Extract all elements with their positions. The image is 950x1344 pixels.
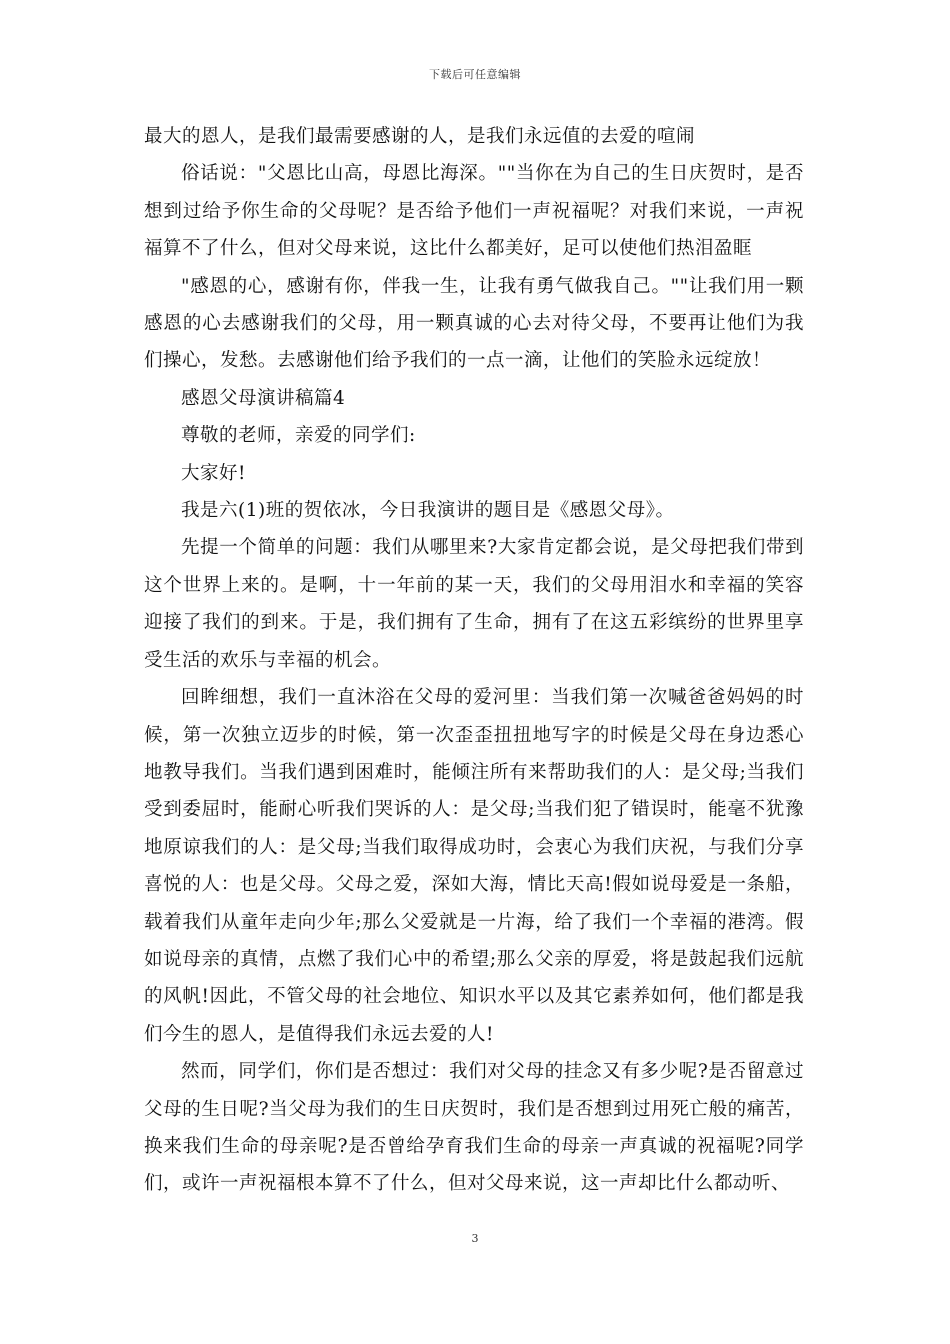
salutation: 尊敬的老师，亲爱的同学们:	[181, 425, 416, 447]
paragraph: 回眸细想，我们一直沐浴在父母的爱河里：当我们第一次喊爸爸妈妈的时候，第一次独立迈步的时候，第一次歪歪扭扭地写字的时候是父母在身边悉心地教导我们。当我们遇到困难时，能倾注所有来帮助我们的人：是父母;当我们受到委屈时，能耐心听我们哭诉的人：是父母;当我们犯了错误时，能毫不犹豫地原谅我们的人：是父母;当我们取得成功时，会衷心为我们庆祝，与我们分享喜悦的人：也是父母。父母之爱，深如大海，情比天高!假如说母爱是一条船，载着我们从童年走向少年;那么父爱就是一片海，给了我们一个幸福的港湾。假如说母亲的真情，点燃了我们心中的希望;那么父亲的厚爱，将是鼓起我们远航的风帆!因此，不管父母的社会地位、知识水平以及其它素养如何，他们都是我们今生的恩人，是值得我们永远去爱的人!	[144, 687, 804, 1045]
paragraph: 最大的恩人，是我们最需要感谢的人，是我们永远值的去爱的喧闹	[144, 126, 696, 147]
document-body	[144, 118, 804, 1203]
paragraph: 先提一个简单的问题：我们从哪里来?大家肯定都会说，是父母把我们带到这个世界上来的。是啊，十一年前的某一天，我们的父母用泪水和幸福的笑容迎接了我们的到来。于是，我们拥有了生命，拥有了在这五彩缤纷的世界里享受生活的欢乐与幸福的机会。	[144, 537, 804, 671]
paragraph: 我是六(1)班的贺依冰，今日我演讲的题目是《感恩父母》。	[181, 500, 675, 522]
section-heading: 感恩父母演讲稿篇4	[181, 387, 346, 409]
greeting: 大家好!	[181, 462, 246, 484]
paragraph: 然而，同学们，你们是否想过：我们对父母的挂念又有多少呢?是否留意过父母的生日呢?当父母为我们的生日庆贺时，我们是否想到过用死亡般的痛苦，换来我们生命的母亲呢?是否曾给孕育我们生命的母亲一声真诚的祝福呢?同学们，或许一声祝福根本算不了什么，但对父母来说，这一声却比什么都动听、	[144, 1061, 804, 1195]
paragraph: "感恩的心，感谢有你，伴我一生，让我有勇气做我自己。""让我们用一颗感恩的心去感谢我们的父母，用一颗真诚的心去对待父母，不要再让他们为我们操心，发愁。去感谢他们给予我们的一点一滴，让他们的笑脸永远绽放！	[144, 275, 804, 372]
page-header: 下载后可任意编辑	[429, 68, 521, 81]
paragraph: 俗话说："父恩比山高，母恩比海深。""当你在为自己的生日庆贺时，是否想到过给予你生命的父母呢？是否给予他们一声祝福呢？对我们来说，一声祝福算不了什么，但对父母来说，这比什么都美好，足可以使他们热泪盈眶	[144, 163, 804, 260]
page-number: 3	[471, 1232, 479, 1245]
